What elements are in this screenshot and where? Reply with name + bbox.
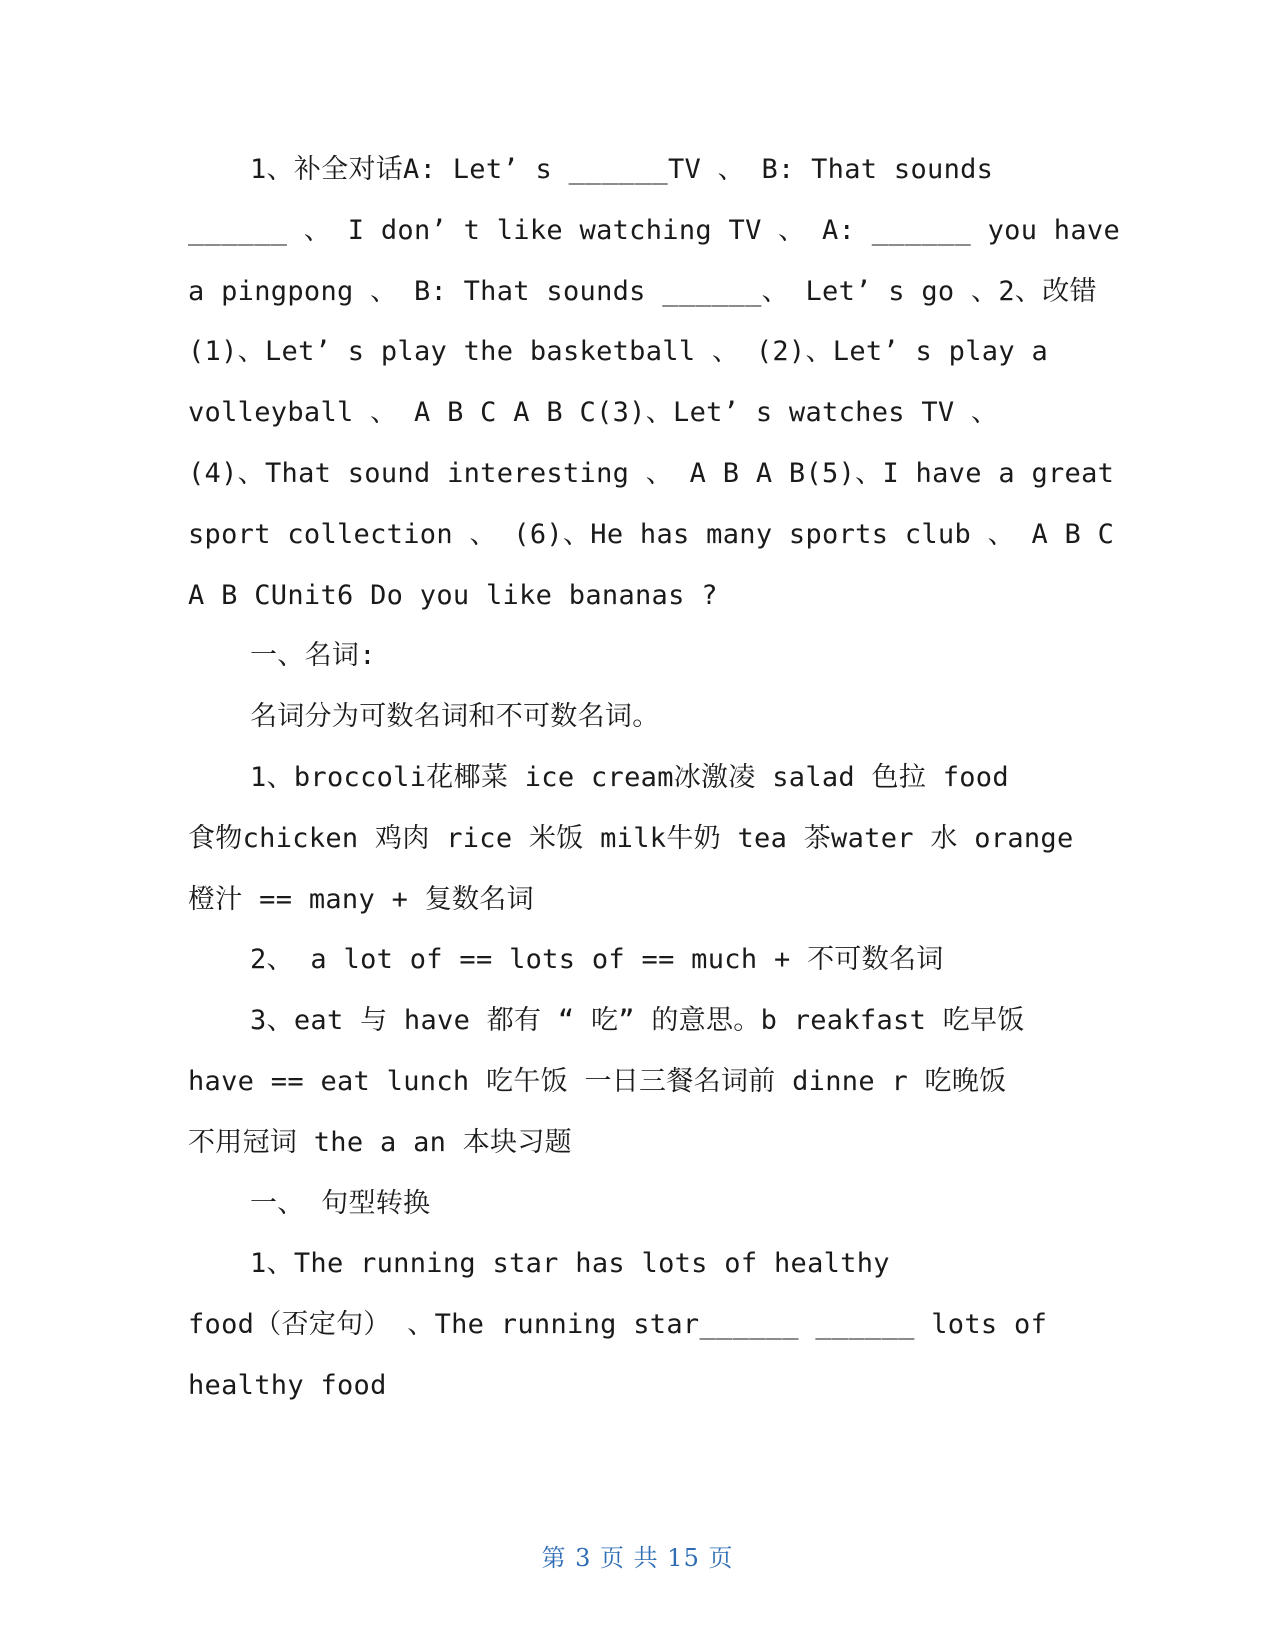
text-line: volleyball 、 A B C A B C(3)、Let’ s watches TV 、 [188,397,999,429]
text-line: 2、 a lot of == lots of == much + 不可数名词 [250,944,944,976]
text-line: (4)、That sound interesting 、 A B A B(5)、I have a great [188,457,1115,489]
text-line: (1)、Let’ s play the basketball 、 (2)、Let’ s play a [188,336,1049,368]
text-line: 1、The running star has lots of healthy [250,1248,890,1280]
document-body [188,140,1121,1417]
section-heading: 一、名词: [250,640,376,672]
text-line: food（否定句） 、The running star______ ______ lots of [188,1309,1048,1341]
page-number-footer: 第 3 页 共 15 页 [541,1544,734,1572]
text-line: 不用冠词 the a an 本块习题 [188,1126,572,1158]
text-line: sport collection 、 (6)、He has many sports club 、 A B C [188,518,1115,550]
text-line: 1、补全对话A: Let’ s ______TV 、 B: That sounds [250,154,994,185]
text-line: ______ 、 I don’ t like watching TV 、 A: ______ you have [188,214,1121,246]
text-line: have == eat lunch 吃午饭 一日三餐名词前 dinne r 吃晚饭 [188,1065,1007,1097]
text-line: a pingpong 、 B: That sounds ______、 Let’ s go 、2、改错 [188,275,1097,307]
text-line: 3、eat 与 have 都有 “ 吃” 的意思。b reakfast 吃早饭 [250,1005,1025,1037]
text-line: 1、broccoli花椰菜 ice cream冰激凌 salad 色拉 food [250,761,1009,793]
text-line: 橙汁 == many + 复数名词 [188,883,534,915]
text-line: 食物chicken 鸡肉 rice 米饭 milk牛奶 tea 茶water 水 orange [188,822,1074,854]
section-heading: 一、 句型转换 [250,1187,431,1219]
text-line: A B CUnit6 Do you like bananas ? [188,579,718,611]
text-line: healthy food [188,1369,387,1401]
text-line: 名词分为可数名词和不可数名词。 [250,701,660,733]
